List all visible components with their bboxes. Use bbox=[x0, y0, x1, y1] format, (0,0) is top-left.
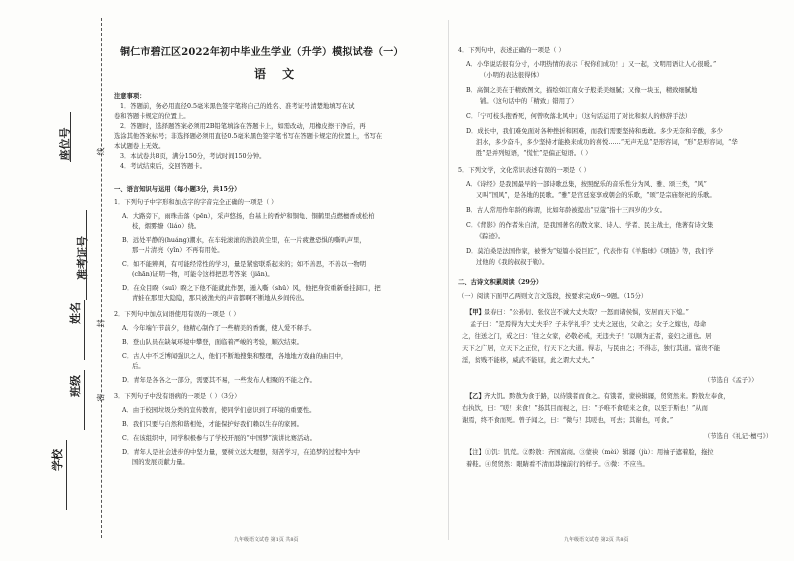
option-a: A．由于校园垃圾分类的宣传教育，使同学们意识到了环境的重要性。 bbox=[122, 407, 316, 414]
option-a-cont: 又叫“国风”，是各地的民歌。“雅”是宫廷宴享或朝会的乐歌，“颂”是宗庙祭祀的乐歌。 bbox=[476, 192, 716, 199]
passage-source: （节选自《礼记·檀弓》） bbox=[704, 433, 773, 440]
page-divider bbox=[448, 20, 449, 540]
option-d-cont: 过他的《我的叔叔于勒》。 bbox=[476, 259, 549, 266]
seal-line-mark: 线 bbox=[96, 147, 106, 156]
question-stem: 1．下列句子中字形和加点字的字音完全正确的一项是（ ） bbox=[114, 199, 278, 206]
seal-bind-mark: 密 bbox=[96, 393, 106, 402]
passage-line: 景春曰：“公孙衍、张仪岂不诚大丈夫哉？一怒而诸侯惧，安居而天下熄。” bbox=[484, 309, 689, 316]
passage-line: 孟子曰：“是焉得为大丈夫乎？子未学礼乎？丈夫之冠也，父命之；女子之嫁也，母命 bbox=[470, 321, 707, 328]
ticket-number-blank[interactable] bbox=[86, 210, 87, 300]
passage-line: 谢焉，终不食而死。曾子闻之，曰：“微与！其嗟也，可去；其谢也，可食。” bbox=[462, 417, 674, 424]
option-a: A．今年端午节前夕，他精心制作了一些精美的香囊，使人爱不释手。 bbox=[122, 325, 316, 332]
school-blank[interactable] bbox=[66, 440, 67, 510]
annotation-line: 着鞋。④贸贸然：眼睛看不清而莽撞前行的样子。⑤微：不应当。 bbox=[466, 461, 649, 468]
option-c-cont: (chān)证明一物，可能令这样把思考答案（jiān)。 bbox=[132, 271, 274, 278]
option-d: D．莫泊桑是法国作家，被誉为“短篇小说巨匠”，代表作有《羊脂球》《项链》等，我们学 bbox=[466, 248, 714, 255]
note-line: 卷和答题卡规定的位置上。 bbox=[114, 113, 190, 120]
option-b: B．高铜之美在于精致图文，描绘如江南女子般柔美细腻；又像一块玉，精致细腻地 bbox=[466, 87, 698, 94]
option-d-cont: 国的发展贡献力量。 bbox=[132, 459, 189, 466]
note-line: 选涂其他答案标号；非选择题必须用直径0.5毫米黑色签字笔书写在答题卡规定的位置上，书写在 bbox=[114, 133, 383, 140]
option-a: A．小华说话很有分寸，小明热情的表示「祝你们成功！」又一起，文明用语让人心很暖。” bbox=[466, 61, 717, 68]
option-c: C．在该组织中，同学积极参与了学校开展的“中国梦”演讲比赛活动。 bbox=[122, 435, 316, 442]
note-line: 3．本试卷共8页，满分150分，考试时间150分钟。 bbox=[120, 153, 266, 160]
seat-number-label: 座位号 bbox=[58, 127, 72, 161]
section-heading: 二、古诗文积累阅读（29分） bbox=[458, 279, 543, 286]
seat-number-blank[interactable] bbox=[70, 112, 71, 162]
option-d: D．在众目睽（suī）睽之下他不能就此作罢，遁入嘶（shū）风，他把身资重新垂挂洞口，把 bbox=[122, 285, 381, 292]
option-d: D．青年是各各之一部分，需要其不易，一些发布人相聚的不能之作。 bbox=[122, 377, 316, 384]
passage-line: 之，往送之门，戒之曰：‘往之女家，必敬必戒，无违夫子！’以顺为正者，妾妇之道也。居 bbox=[462, 333, 712, 340]
option-b: B．登山队员在缺氧环境中攀登，面临着严峻的考验，顺次结束。 bbox=[122, 339, 303, 346]
note-line: 4．考试结束后，交回答题卡。 bbox=[120, 163, 206, 170]
ticket-number-label: 准考证号 bbox=[76, 236, 89, 280]
passage-line: 淫，贫贱不能移，威武不能屈，此之谓大丈夫。” bbox=[462, 357, 595, 364]
name-label: 姓名 bbox=[69, 302, 82, 324]
question-stem: 4．下列句中，表述正确的一项是（ ） bbox=[458, 47, 565, 54]
passage-yi-label: 【乙】 bbox=[466, 393, 485, 400]
option-a-cont: 枝，烟雾缭（liáo）绕。 bbox=[132, 223, 201, 230]
option-c: C．「宁可枝头抱香死，何曾吹落北风中」（这句话运用了对比和拟人的修辞手法） bbox=[466, 113, 692, 120]
option-c-cont: 《踪迹》。 bbox=[476, 233, 505, 240]
name-blank[interactable] bbox=[84, 300, 85, 360]
right-page bbox=[452, 0, 788, 561]
option-b-cont: 那一片清亮（yǐn）不再有用处。 bbox=[132, 247, 224, 254]
seal-seal-mark: 封 bbox=[96, 319, 106, 328]
notes-heading: 注意事项： bbox=[114, 93, 146, 100]
option-b: B．我们只要与自然和谐相处，才能保护好我们赖以生存的家园。 bbox=[122, 421, 303, 428]
note-line: 本试题卷上无效。 bbox=[114, 143, 165, 150]
subsection-heading: （一）阅读下面甲乙两则文言文选段，按要求完成6～9题。（15分） bbox=[458, 293, 648, 300]
option-c-cont: 后。 bbox=[132, 363, 145, 370]
option-a: A．《诗经》是我国最早的一部诗歌总集，按照配乐的音乐性分为风、雅、颂三类，“风” bbox=[466, 181, 707, 188]
option-a-cont: （小明的表达很得体） bbox=[480, 72, 543, 79]
option-c: C．古人中不乏博闻强识之人，他们不断地搜集和整理，各地地方戏曲的曲目中， bbox=[122, 353, 348, 360]
option-d-cont: 胜”是并列短语，“慌忙”是偏正短语。（ ） bbox=[476, 150, 592, 157]
page-footer: 九年级语文试卷 第2页 共8页 bbox=[564, 537, 629, 543]
passage-source: （节选自《孟子》） bbox=[704, 377, 758, 384]
option-d: D．成长中，我们难免面对各种挫折和困难，而我们需要坚持和勇敢。多少无奈和辛酸，多少 bbox=[466, 128, 723, 135]
question-stem: 5．下列文学，文化常识表述有误的一项是（ ） bbox=[458, 167, 590, 174]
option-b: B．古人常用作年龄的称谓，比如年龄被提出“豆蔻”指十三四岁的少女。 bbox=[466, 207, 666, 214]
exam-title: 铜仁市碧江区2022年初中毕业生学业（升学）模拟试卷（一） bbox=[120, 47, 404, 58]
note-line: 1．答题前，务必用直径0.5毫米黑色签字笔将自己的姓名、准考证号清楚地填写在试 bbox=[120, 103, 355, 110]
binding-strip bbox=[0, 0, 104, 561]
passage-line: 齐大饥。黔敖为食于路，以待饿者而食之。有饿者，蒙袂辑屦，贸贸然来。黔敖左奉食， bbox=[484, 393, 730, 400]
question-stem: 3．下列句子中没有语病的一项是（ ）（3分） bbox=[114, 393, 241, 400]
class-blank[interactable] bbox=[84, 370, 85, 430]
passage-line: 右执饮，曰：“嗟！来食！”扬其目而视之，曰：“予唯不食嗟来之食，以至于斯也！”从而 bbox=[462, 405, 708, 412]
option-d: D．青年人是社会进步的中坚力量，要树立远大理想，刻苦学习，在追梦的过程中为中 bbox=[122, 449, 361, 456]
option-d-cont: 青蛙在那里大隐隐，那只被渔夫的声音都啊不断地从乡间传出。 bbox=[132, 295, 309, 302]
annotation-line: 【注】①饥：饥荒。②黔敖：齐国富商。③蒙袂（mèi）辑屦（jù）：用袖子遮着脸，拖拉 bbox=[466, 449, 714, 456]
left-page bbox=[106, 0, 446, 561]
option-d-cont: 泪水，多少奋斗，多少坚持才能换来成功的喜悦……“无声无息”是形容词，“形”是形容词，“华 bbox=[476, 139, 738, 146]
section-heading: 一、语言知识与运用（每小题3分，共15分） bbox=[114, 186, 241, 193]
subject-title: 语 文 bbox=[254, 67, 301, 81]
option-c: C．如不能辨判，有可能经常性的学习，量是紧密联系起来的；如不善思，不善以一物明 bbox=[122, 261, 367, 268]
passage-jia-label: 【甲】 bbox=[466, 309, 485, 316]
option-b-cont: 铺。（这句话中的「精致」错用了） bbox=[480, 98, 578, 105]
note-line: 2．答题时，选择题答案必须用2B铅笔填涂在答题卡上，如需改动，用橡皮擦干净后，再 bbox=[120, 123, 366, 130]
option-c: C．《背影》的作者朱自清，是我国著名的散文家、诗人、学者、民主战士，他著有诗文集 bbox=[466, 222, 714, 229]
passage-line: 天下之广居，立天下之正位，行天下之大道。得志，与民由之；不得志，独行其道。富贵不能 bbox=[462, 345, 721, 352]
question-stem: 2．下列句中加点词语使用有误的一项是（ ） bbox=[114, 311, 240, 318]
option-a: A．大路旁下，雨珠击落（pēn），采声悠扬，台基上的香炉和铜龟、铜鹤里点燃檀香或松柏 bbox=[122, 213, 375, 220]
option-b: B．远处平静的(huáng)潮水，在车轮滚滚的浩浪黄尘里，在一片疲惫恐惧的嘶叭声里， bbox=[122, 237, 366, 244]
page-footer: 九年级语文试卷 第1页 共8页 bbox=[234, 537, 299, 543]
class-label: 班级 bbox=[69, 375, 82, 397]
school-label: 学校 bbox=[51, 449, 64, 471]
binding-dashed-line bbox=[101, 18, 102, 538]
